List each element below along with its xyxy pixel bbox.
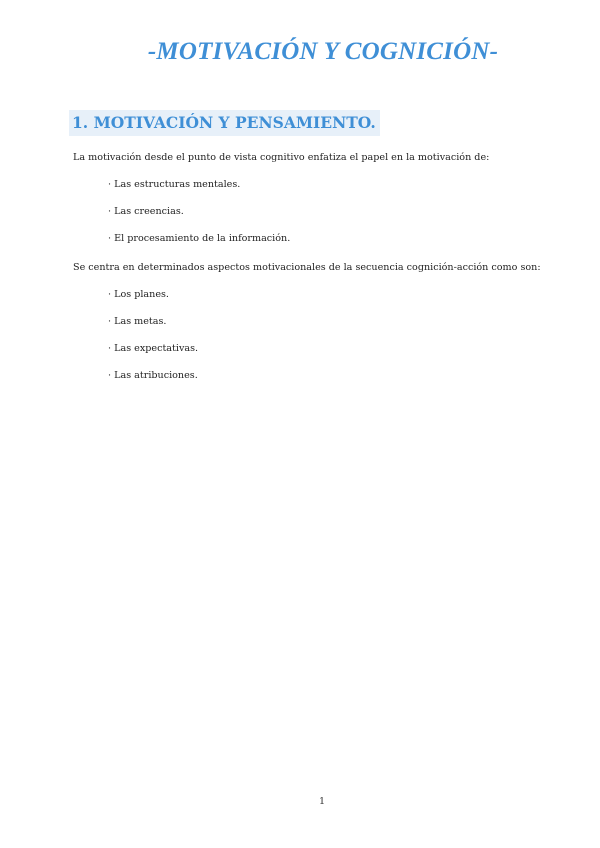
list-item: · Los planes. [108,289,169,300]
list-item: · Las estructuras mentales. [108,179,241,190]
list-item: · Las expectativas. [108,343,199,354]
document-title: -MOTIVACIÓN Y COGNICIÓN- [147,38,499,65]
section-heading: 1. MOTIVACIÓN Y PENSAMIENTO. [69,110,380,136]
intro-paragraph: La motivación desde el punto de vista cognitivo enfatiza el papel en la motivación de: [73,152,490,163]
list-item: · Las metas. [108,316,167,327]
page-number: 1 [318,796,326,807]
list-item: · Las creencias. [108,206,184,217]
list-item: · El procesamiento de la información. [108,233,291,244]
list-item: · Las atribuciones. [108,370,198,381]
second-paragraph: Se centra en determinados aspectos motivacionales de la secuencia cognición-acción como son: [73,262,541,273]
